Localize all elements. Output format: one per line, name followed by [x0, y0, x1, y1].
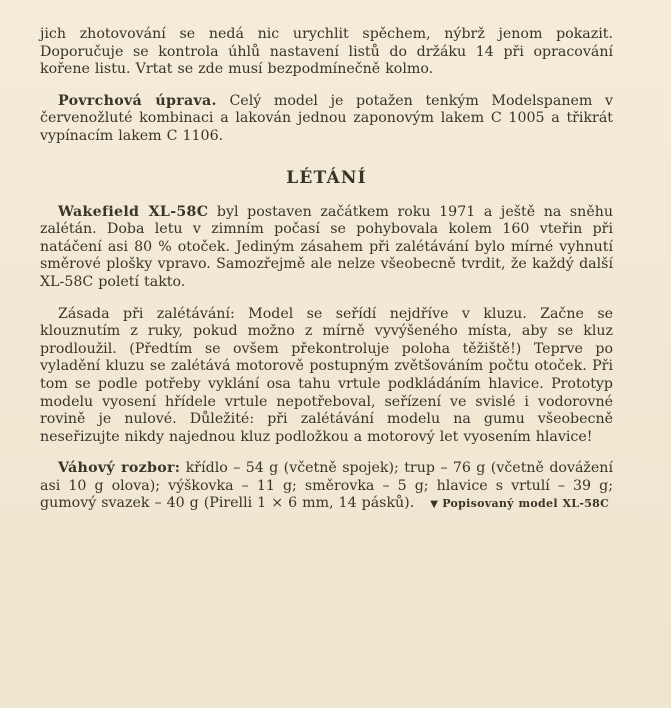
wakefield-lead: Wakefield XL-58C: [58, 203, 209, 220]
intro-text: jich zhotovování se nedá nic urychlit spěchem, nýbrž jenom pokazit. Doporučuje se kontrola úhlů nastavení listů do držáku 14 při opracování kořene listu. Vrtat se zde musí bezpodmínečně kolmo.: [40, 26, 613, 78]
surface-treatment-text: Celý model je potažen tenkým Modelspanem v červenožluté kombinaci a lakován jednou zaponovým lakem C 1005 a třikrát vypínacím lakem C 1106.: [40, 92, 613, 144]
wakefield-paragraph: [40, 204, 613, 292]
section-heading: LÉTÁNÍ: [286, 167, 367, 188]
weight-analysis-lead: Váhový rozbor:: [58, 460, 181, 477]
caption-triangle-icon: ▼: [430, 499, 439, 511]
flight-principle-text: Zásada při zalétávání: Model se seřídí nejdříve v kluzu. Začne se klouznutím z ruky, pokud možno z mírně vyvýšeného místa, aby se kluz prodloužil. (Předtím se ovšem překontroluje poloha těžiště!) Teprve po vyladění kluzu se zalétává motorově postupným zvětšováním počtu otoček. Při tom se podle potřeby vyklání osa tahu vrtule podkládáním hlavice. Prototyp modelu vyosení hřídele vrtule nepotřeboval, seřízení ve svislé i vodorovné rovině je nulové. Důležité: při zalétávání modelu na gumu všeobecně neseřizujte nikdy najednou kluz podložkou a motorový let vyosením hlavice!: [40, 305, 613, 445]
wakefield-text: byl postaven začátkem roku 1971 a ještě na sněhu zalétán. Doba letu v zimním počasí se pohybovala kolem 160 vteřin při natáčení asi 80 % otoček. Jediným zásahem při zalétávání bylo mírné vyhnutí směrové plošky vpravo. Samozřejmě ale nelze všeobecně tvrdit, že každý další XL-58C poletí takto.: [40, 203, 613, 290]
weight-analysis-paragraph: [40, 460, 613, 514]
intro-paragraph: [40, 26, 613, 79]
surface-treatment-lead: Povrchová úprava.: [58, 92, 217, 109]
figure-caption: [430, 497, 609, 510]
weight-analysis-text: křídlo – 54 g (včetně spojek); trup – 76 g (včetně dovážení asi 10 g olova); výškovka – 11 g; směrovka – 5 g; hlavice s vrtulí – 39 g; gumový svazek – 40 g (Pirelli 1 × 6 mm, 14 pásků).: [40, 460, 613, 512]
caption-text: Popisovaný model XL-58C: [442, 497, 610, 511]
flight-principle-paragraph: [40, 306, 613, 447]
surface-treatment-paragraph: [40, 93, 613, 146]
